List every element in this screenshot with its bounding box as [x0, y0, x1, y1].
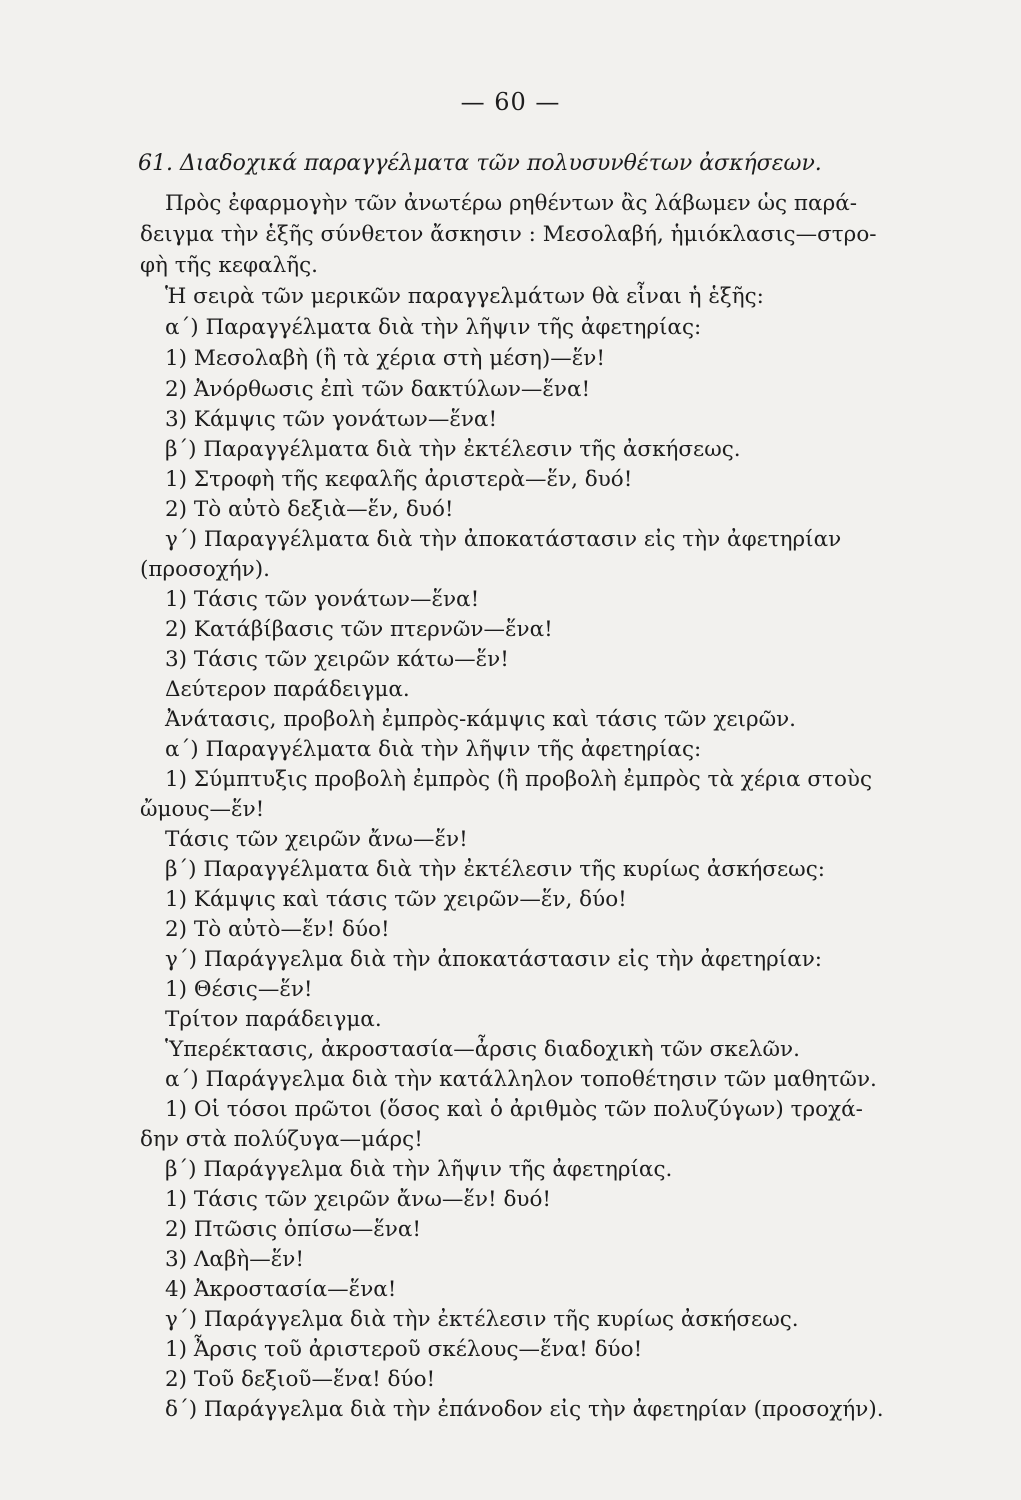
text-line: 2) Πτῶσις ὀπίσω—ἕνα! [165, 1217, 422, 1242]
text-line: 1) Ἆρσις τοῦ ἀριστεροῦ σκέλους—ἕνα! δύο! [165, 1337, 643, 1362]
text-line: 3) Κάμψις τῶν γονάτων—ἕνα! [165, 407, 498, 432]
text-line: γ΄) Παραγγέλματα διὰ τὴν ἀποκατάστασιν εἰς τὴν ἀφετηρίαν [165, 527, 842, 552]
text-line: 1) Θέσις—ἕν! [165, 977, 313, 1002]
text-line: 4) Ἀκροστασία—ἕνα! [165, 1277, 397, 1302]
text-line: γ΄) Παράγγελμα διὰ τὴν ἀποκατάστασιν εἰς τὴν ἀφετηρίαν: [165, 947, 823, 972]
text-line: δ΄) Παράγγελμα διὰ τὴν ἐπάνοδον εἰς τὴν ἀφετηρίαν (προσοχήν). [165, 1397, 884, 1422]
text-line: Τάσις τῶν χειρῶν ἄνω—ἕν! [165, 827, 468, 852]
text-line: Δεύτερον παράδειγμα. [165, 677, 410, 702]
text-line: β΄) Παραγγέλματα διὰ τὴν ἐκτέλεσιν τῆς ἀσκήσεως. [165, 437, 741, 462]
text-line: Τρίτον παράδειγμα. [165, 1007, 382, 1032]
text-line: α΄) Παράγγελμα διὰ τὴν κατάλληλον τοποθέτησιν τῶν μαθητῶν. [165, 1067, 877, 1092]
text-line: 3) Τάσις τῶν χειρῶν κάτω—ἕν! [165, 647, 509, 672]
text-line: 2) Κατάβίβασις τῶν πτερνῶν—ἕνα! [165, 617, 553, 642]
text-line: 2) Τὸ αὐτὸ δεξιὰ—ἕν, δυό! [165, 497, 454, 522]
text-line: 1) Σύμπτυξις προβολὴ ἐμπρὸς (ἢ προβολὴ ἐμπρὸς τὰ χέρια στοὺς [165, 767, 873, 792]
text-line: φὴ τῆς κεφαλῆς. [140, 253, 318, 278]
text-line: Ἀνάτασις, προβολὴ ἐμπρὸς-κάμψις καὶ τάσις τῶν χειρῶν. [165, 707, 797, 732]
text-line: γ΄) Παράγγελμα διὰ τὴν ἐκτέλεσιν τῆς κυρίως ἀσκήσεως. [165, 1307, 799, 1332]
text-line: α΄) Παραγγέλματα διὰ τὴν λῆψιν τῆς ἀφετηρίας: [165, 737, 702, 762]
text-line: 1) Τάσις τῶν γονάτων—ἕνα! [165, 587, 480, 612]
text-line: 1) Τάσις τῶν χειρῶν ἄνω—ἕν! δυό! [165, 1187, 552, 1212]
text-line: 2) Ἀνόρθωσις ἐπὶ τῶν δακτύλων—ἕνα! [165, 377, 591, 402]
text-line: 3) Λαβὴ—ἕν! [165, 1247, 305, 1272]
text-line: 1) Κάμψις καὶ τάσις τῶν χειρῶν—ἕν, δύο! [165, 887, 627, 912]
text-line: 2) Τοῦ δεξιοῦ—ἕνα! δύο! [165, 1367, 436, 1392]
text-line: α΄) Παραγγέλματα διὰ τὴν λῆψιν τῆς ἀφετηρίας: [165, 315, 702, 340]
text-line: 2) Τὸ αὐτὸ—ἕν! δύο! [165, 917, 390, 942]
text-line: 1) Στροφὴ τῆς κεφαλῆς ἀριστερὰ—ἕν, δυό! [165, 467, 633, 492]
text-line: 1) Οἱ τόσοι πρῶτοι (ὅσος καὶ ὁ ἀριθμὸς τῶν πολυζύγων) τροχά- [165, 1097, 863, 1122]
text-line: Πρὸς ἐφαρμογὴν τῶν ἀνωτέρω ρηθέντων ἂς λάβωμεν ὡς παρά- [165, 191, 857, 216]
text-line: Ὑπερέκτασις, ἀκροστασία—ἆρσις διαδοχικὴ τῶν σκελῶν. [165, 1037, 800, 1062]
text-line: ὤμους—ἕν! [140, 797, 265, 822]
text-line: δην στὰ πολύζυγα—μάρς! [140, 1127, 423, 1152]
text-line: (προσοχήν). [140, 557, 270, 582]
text-line: β΄) Παραγγέλματα διὰ τὴν ἐκτέλεσιν τῆς κυρίως ἀσκήσεως: [165, 857, 826, 882]
text-line: Ἡ σειρὰ τῶν μερικῶν παραγγελμάτων θὰ εἶναι ἡ ἑξῆς: [165, 284, 764, 309]
text-line: β΄) Παράγγελμα διὰ τὴν λῆψιν τῆς ἀφετηρίας. [165, 1157, 673, 1182]
page-number: — 60 — [460, 88, 561, 116]
text-line: δειγμα τὴν ἑξῆς σύνθετον ἄσκησιν : Μεσολαβή, ἡμιόκλασις—στρο- [140, 222, 877, 247]
section-title: 61. Διαδοχικά παραγγέλματα τῶν πολυσυνθέτων ἀσκήσεων. [138, 151, 822, 176]
text-line: 1) Μεσολαβὴ (ἢ τὰ χέρια στὴ μέση)—ἕν! [165, 346, 605, 371]
